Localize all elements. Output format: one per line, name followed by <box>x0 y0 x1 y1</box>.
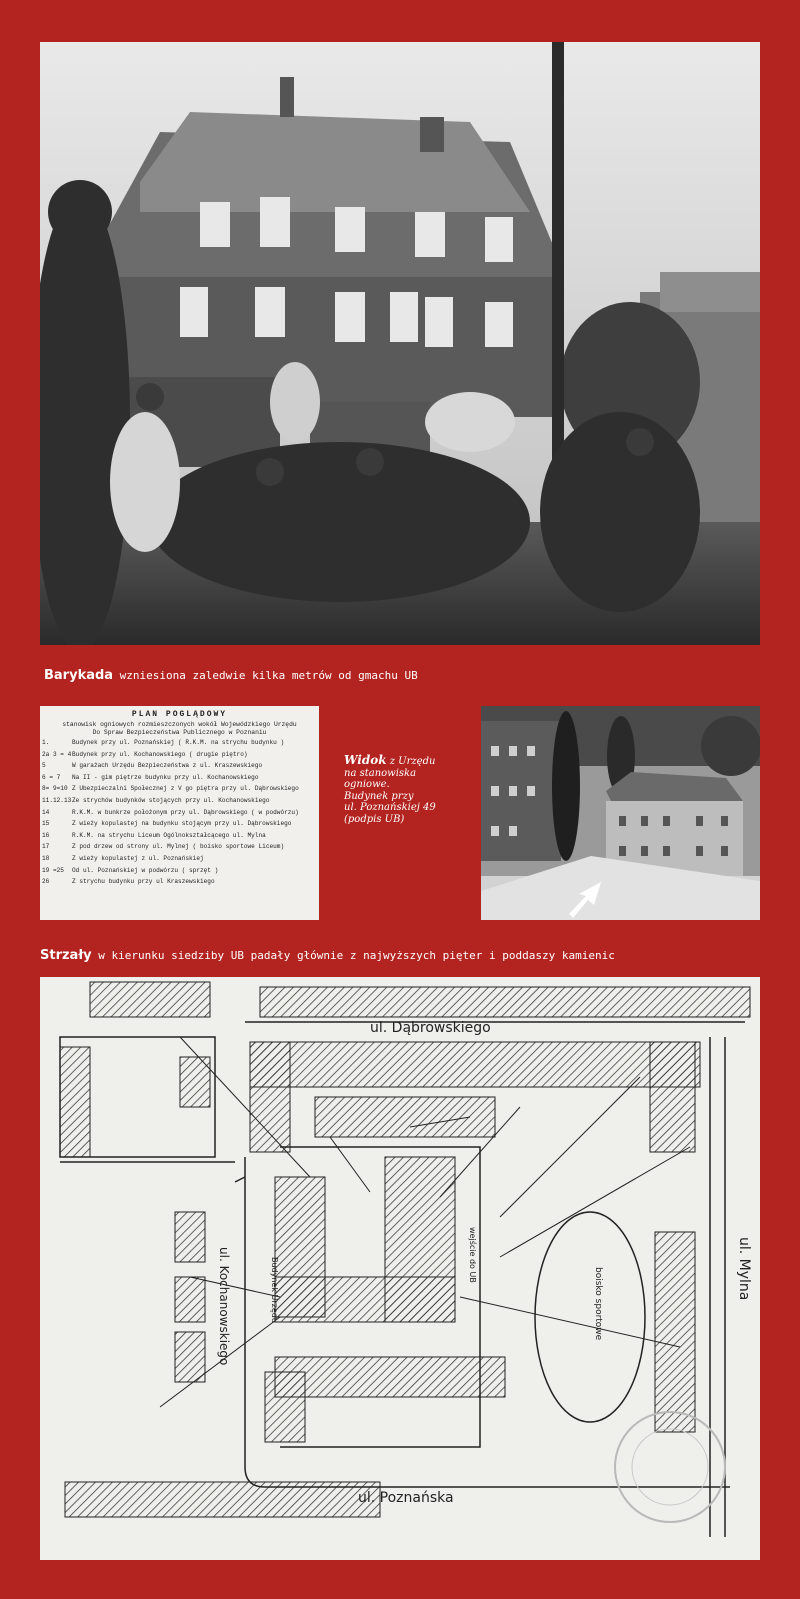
document-subtitle: Do Spraw Bezpieczeństwa Publicznego w Poznaniu <box>92 729 267 736</box>
document-row-number: 19 =25 <box>42 866 64 874</box>
document-row-number: 11.12.13 <box>42 796 72 804</box>
map-label-dabrowskiego: ul. Dąbrowskiego <box>370 1020 491 1036</box>
document-row <box>40 876 319 888</box>
caption-text: wzniesiona zaledwie kilka metrów od gmachu UB <box>113 669 418 682</box>
document-row-text: W garażach Urzędu Bezpieczeństwa z ul. Kraszewskiego <box>72 762 263 770</box>
barricade-caption <box>44 668 418 683</box>
document-row-text: Z wieży kopulastej z ul. Poznańskiej <box>72 854 204 862</box>
document-row-number: 15 <box>42 820 50 828</box>
view-caption <box>344 755 464 825</box>
document-row-text: R.K.M. w bunkrze położonym przy ul. Dąbrowskiego ( w podwórzu) <box>72 808 299 816</box>
view-caption-line: ul. Poznańskiej 49 <box>344 802 436 813</box>
map-label-poznanska: ul. Poznańska <box>358 1490 454 1506</box>
document-row-text: Na II - gim piętrze budynku przy ul. Kochanowskiego <box>72 773 259 781</box>
positions-map <box>40 977 760 1560</box>
caption-text: w kierunku siedziby UB padały głównie z najwyższych pięter i poddaszy kamienic <box>91 949 615 962</box>
view-caption-line: ogniowe. <box>344 779 390 790</box>
view-caption-bold: Widok <box>344 753 387 767</box>
document-row-text: R.K.M. na strychu Liceum Ogólnokształcącego ul. Mylna <box>72 831 266 839</box>
document-row-text: Od ul. Poznańskiej w podwórzu ( sprzęt ) <box>72 866 219 874</box>
document-row <box>40 841 319 853</box>
document-row-number: 2a 3 = 4 <box>42 750 72 758</box>
document-row <box>40 807 319 819</box>
document-row <box>40 772 319 784</box>
document-row-text: Z strychu budynku przy ul Kraszewskiego <box>72 878 215 886</box>
document-row-number: 16 <box>42 831 50 839</box>
firing-positions-document <box>40 706 319 920</box>
document-row-number: 6 = 7 <box>42 773 61 781</box>
document-row-number: 1. <box>42 739 50 746</box>
document-row <box>40 760 319 772</box>
document-row-text: Ze strychów budynków stojących przy ul. Kochanowskiego <box>72 796 270 804</box>
map-label-building: Budynek Urzędu <box>270 1257 279 1323</box>
document-row-number: 26 <box>42 878 50 886</box>
document-row-text: Z Ubezpieczalni Społecznej z V go piętra przy ul. Dąbrowskiego <box>72 785 299 793</box>
document-row <box>40 737 319 749</box>
document-row-number: 14 <box>42 808 50 816</box>
document-row-text: Budynek przy ul. Poznańskiej ( R.K.M. na strychu budynku ) <box>72 739 285 746</box>
document-row-text: Z pod drzew od strony ul. Mylnej ( boisko sportowe Liceum) <box>72 843 285 851</box>
view-caption-line: z Urzędu <box>386 756 436 767</box>
map-label-mylna: ul. Mylna <box>736 1237 752 1301</box>
caption-bold: Strzały <box>40 948 92 963</box>
caption-bold: Barykada <box>44 668 114 683</box>
document-row <box>40 783 319 795</box>
aerial-view-photo <box>481 706 760 920</box>
document-row <box>40 865 319 877</box>
view-caption-line: Budynek przy <box>344 790 414 802</box>
document-row-number: 5 <box>42 762 46 770</box>
document-row <box>40 795 319 807</box>
document-row-number: 17 <box>42 843 50 851</box>
document-title: PLAN POGLĄDOWY <box>131 710 228 719</box>
document-subtitle: stanowisk ogniowych rozmieszczonych wokół Wojewódzkiego Urzędu <box>62 721 297 728</box>
map-label-entrance: wejście do UB <box>468 1227 477 1283</box>
document-row <box>40 830 319 842</box>
document-row <box>40 749 319 761</box>
document-row <box>40 818 319 830</box>
barricade-photo <box>40 42 760 645</box>
document-row-text: Budynek przy ul. Kochanowskiego ( drugie piętro) <box>72 750 248 758</box>
view-caption-line: (podpis UB) <box>344 813 405 825</box>
document-row-text: Z wieży kopulastej na budynku stojącym przy ul. Dąbrowskiego <box>72 820 292 828</box>
document-row-number: 18 <box>42 854 50 862</box>
document-list <box>40 737 319 888</box>
document-row <box>40 853 319 865</box>
view-caption-line: na stanowiska <box>344 767 417 779</box>
map-label-field: boisko sportowe <box>593 1267 603 1341</box>
map-label-kochanowskiego: ul. Kochanowskiego <box>217 1247 231 1366</box>
document-row-number: 8= 9=10 <box>42 785 68 793</box>
shots-caption <box>40 948 615 963</box>
